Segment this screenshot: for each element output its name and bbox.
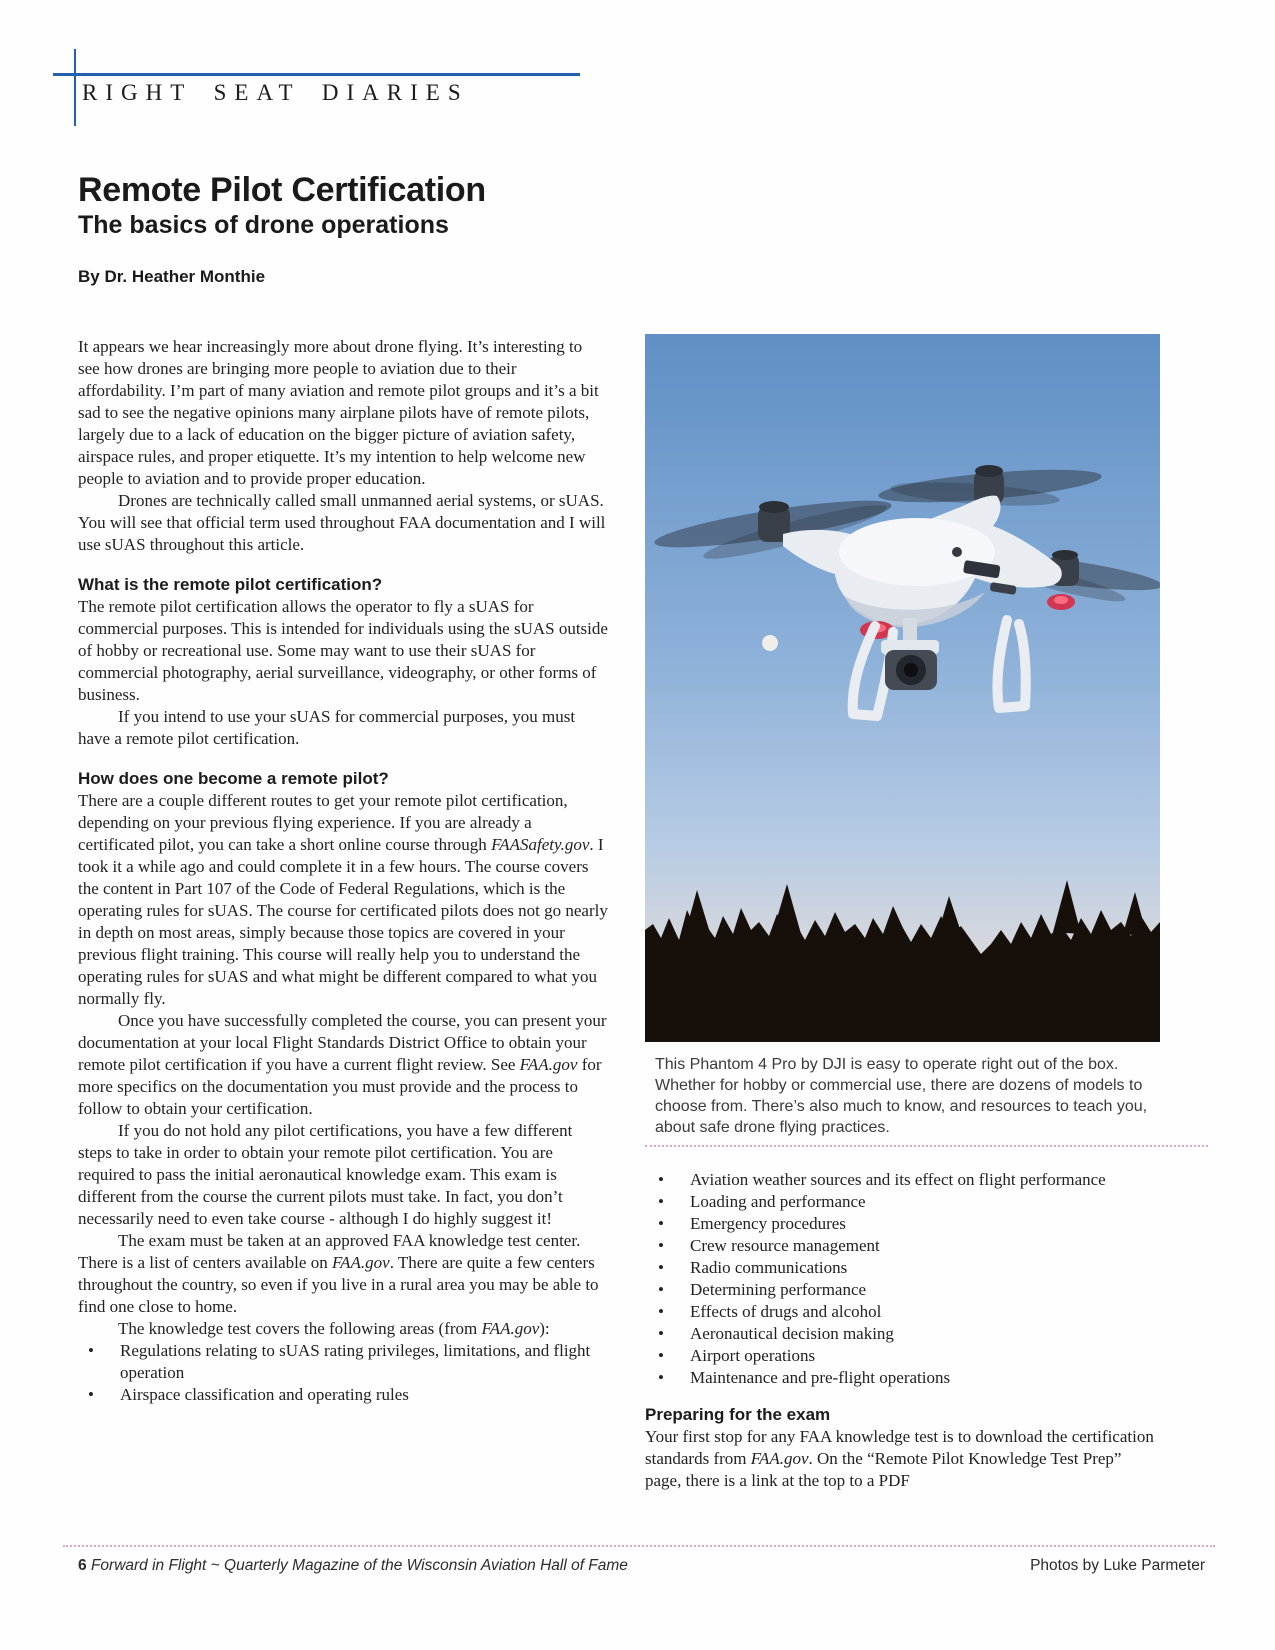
preparing-paragraph: Your first stop for any FAA knowledge test is to download the certification standards from FAA.gov. On the “Remote Pilot Knowledge Test Prep” page, there is a link at the top to a PDF — [645, 1427, 1154, 1490]
knowledge-test-areas-list-part1 — [78, 1340, 608, 1406]
list-item: • Airspace classification and operating rules — [78, 1384, 608, 1406]
list-item: • Aviation weather sources and its effect on flight performance — [645, 1169, 1160, 1191]
list-item: • Loading and performance — [645, 1191, 1160, 1213]
drone-photo-illustration — [645, 334, 1160, 1042]
list-item: • Radio communications — [645, 1257, 1160, 1279]
list-item: • Regulations relating to sUAS rating privileges, limitations, and flight operation — [78, 1340, 608, 1384]
how-become-paragraph-3: If you do not hold any pilot certifications, you have a few different steps to take in order to obtain your remote pilot certification. You are required to pass the initial aeronautical knowledge exam. This exam is different from the course the current pilots must take. In fact, you don’t necessarily need to even take course - although I do highly suggest it! — [78, 1121, 573, 1228]
section-heading-how-become: How does one become a remote pilot? — [78, 769, 389, 788]
page-footer — [78, 1557, 1205, 1575]
photo-caption: This Phantom 4 Pro by DJI is easy to operate right out of the box. Whether for hobby or commercial use, there are dozens of models to choose from. There’s also much to know, and resources to teach you, about safe drone flying practices. — [655, 1056, 1148, 1136]
kicker-rule-vertical — [74, 49, 76, 126]
left-column — [78, 336, 608, 1406]
caption-divider-dotted — [645, 1145, 1208, 1147]
how-become-paragraph-4: The exam must be taken at an approved FAA knowledge test center. There is a list of centers available on FAA.gov. There are quite a few centers throughout the country, so even if you live in a rural area you may be able to find one close to home. — [78, 1231, 599, 1316]
page-subtitle: The basics of drone operations — [78, 211, 449, 239]
list-item: • Emergency procedures — [645, 1213, 1160, 1235]
section-heading-what-is: What is the remote pilot certification? — [78, 575, 383, 594]
section-heading-preparing: Preparing for the exam — [645, 1405, 831, 1424]
list-item: • Effects of drugs and alcohol — [645, 1301, 1160, 1323]
list-item: • Airport operations — [645, 1345, 1160, 1367]
how-become-paragraph-1: There are a couple different routes to get your remote pilot certification, depending on your previous flying experience. If you are already a certificated pilot, you can take a short online course through FAASafety.gov. I took it a while ago and could complete it in a few hours. The course covers the content in Part 107 of the Code of Federal Regulations, which is the operating rules for sUAS. The course for certificated pilots does not go nearly in depth on most areas, simply because those topics are covered in your previous flight training. This course will really help you to understand the operating rules for sUAS and what might be different compared to what you normally fly. — [78, 791, 608, 1008]
byline: By Dr. Heather Monthie — [78, 267, 266, 286]
kicker: RIGHT SEAT DIARIES — [82, 80, 469, 105]
footer-divider-dotted — [63, 1545, 1215, 1547]
list-item: • Crew resource management — [645, 1235, 1160, 1257]
list-item: • Aeronautical decision making — [645, 1323, 1160, 1345]
moon — [762, 635, 778, 651]
knowledge-test-lead-in: The knowledge test covers the following areas (from FAA.gov): — [118, 1319, 550, 1338]
page-title: Remote Pilot Certification — [78, 171, 486, 209]
page-number: 6 — [78, 1557, 87, 1574]
knowledge-test-areas-list-part2 — [645, 1169, 1160, 1389]
title-block — [78, 170, 486, 240]
what-is-paragraph-1: The remote pilot certification allows the operator to fly a sUAS for commercial purposes. This is intended for individuals using the sUAS outside of hobby or recreational use. Some may want to use their sUAS for commercial photography, aerial surveillance, videography, or other forms of business. — [78, 597, 608, 704]
magazine-title: Forward in Flight ~ Quarterly Magazine of the Wisconsin Aviation Hall of Fame — [90, 1557, 628, 1574]
list-item: • Determining performance — [645, 1279, 1160, 1301]
list-item: • Maintenance and pre-flight operations — [645, 1367, 1160, 1389]
what-is-paragraph-2: If you intend to use your sUAS for commercial purposes, you must have a remote pilot certification. — [78, 707, 576, 748]
footer-magazine-line — [78, 1557, 628, 1575]
right-column — [645, 334, 1160, 1492]
kicker-rule-horizontal — [53, 73, 580, 76]
drone-photo — [645, 334, 1160, 1042]
photo-credit: Photos by Luke Parmeter — [1030, 1557, 1205, 1574]
intro-paragraph-1: It appears we hear increasingly more about drone flying. It’s interesting to see how drones are bringing more people to aviation due to their affordability. I’m part of many aviation and remote pilot groups and it’s a bit sad to see the negative opinions many airplane pilots have of remote pilots, largely due to a lack of education on the bigger picture of aviation safety, airspace rules, and proper etiquette. It’s my intention to help welcome new people to aviation and to provide proper education. — [78, 337, 599, 488]
how-become-paragraph-2: Once you have successfully completed the course, you can present your documentation at your local Flight Standards District Office to obtain your remote pilot certification if you have a current flight review. See FAA.gov for more specifics on the documentation you must provide and the process to follow to obtain your certification. — [78, 1011, 607, 1118]
intro-paragraph-2: Drones are technically called small unmanned aerial systems, or sUAS. You will see that official term used throughout FAA documentation and I will use sUAS throughout this article. — [78, 491, 606, 554]
